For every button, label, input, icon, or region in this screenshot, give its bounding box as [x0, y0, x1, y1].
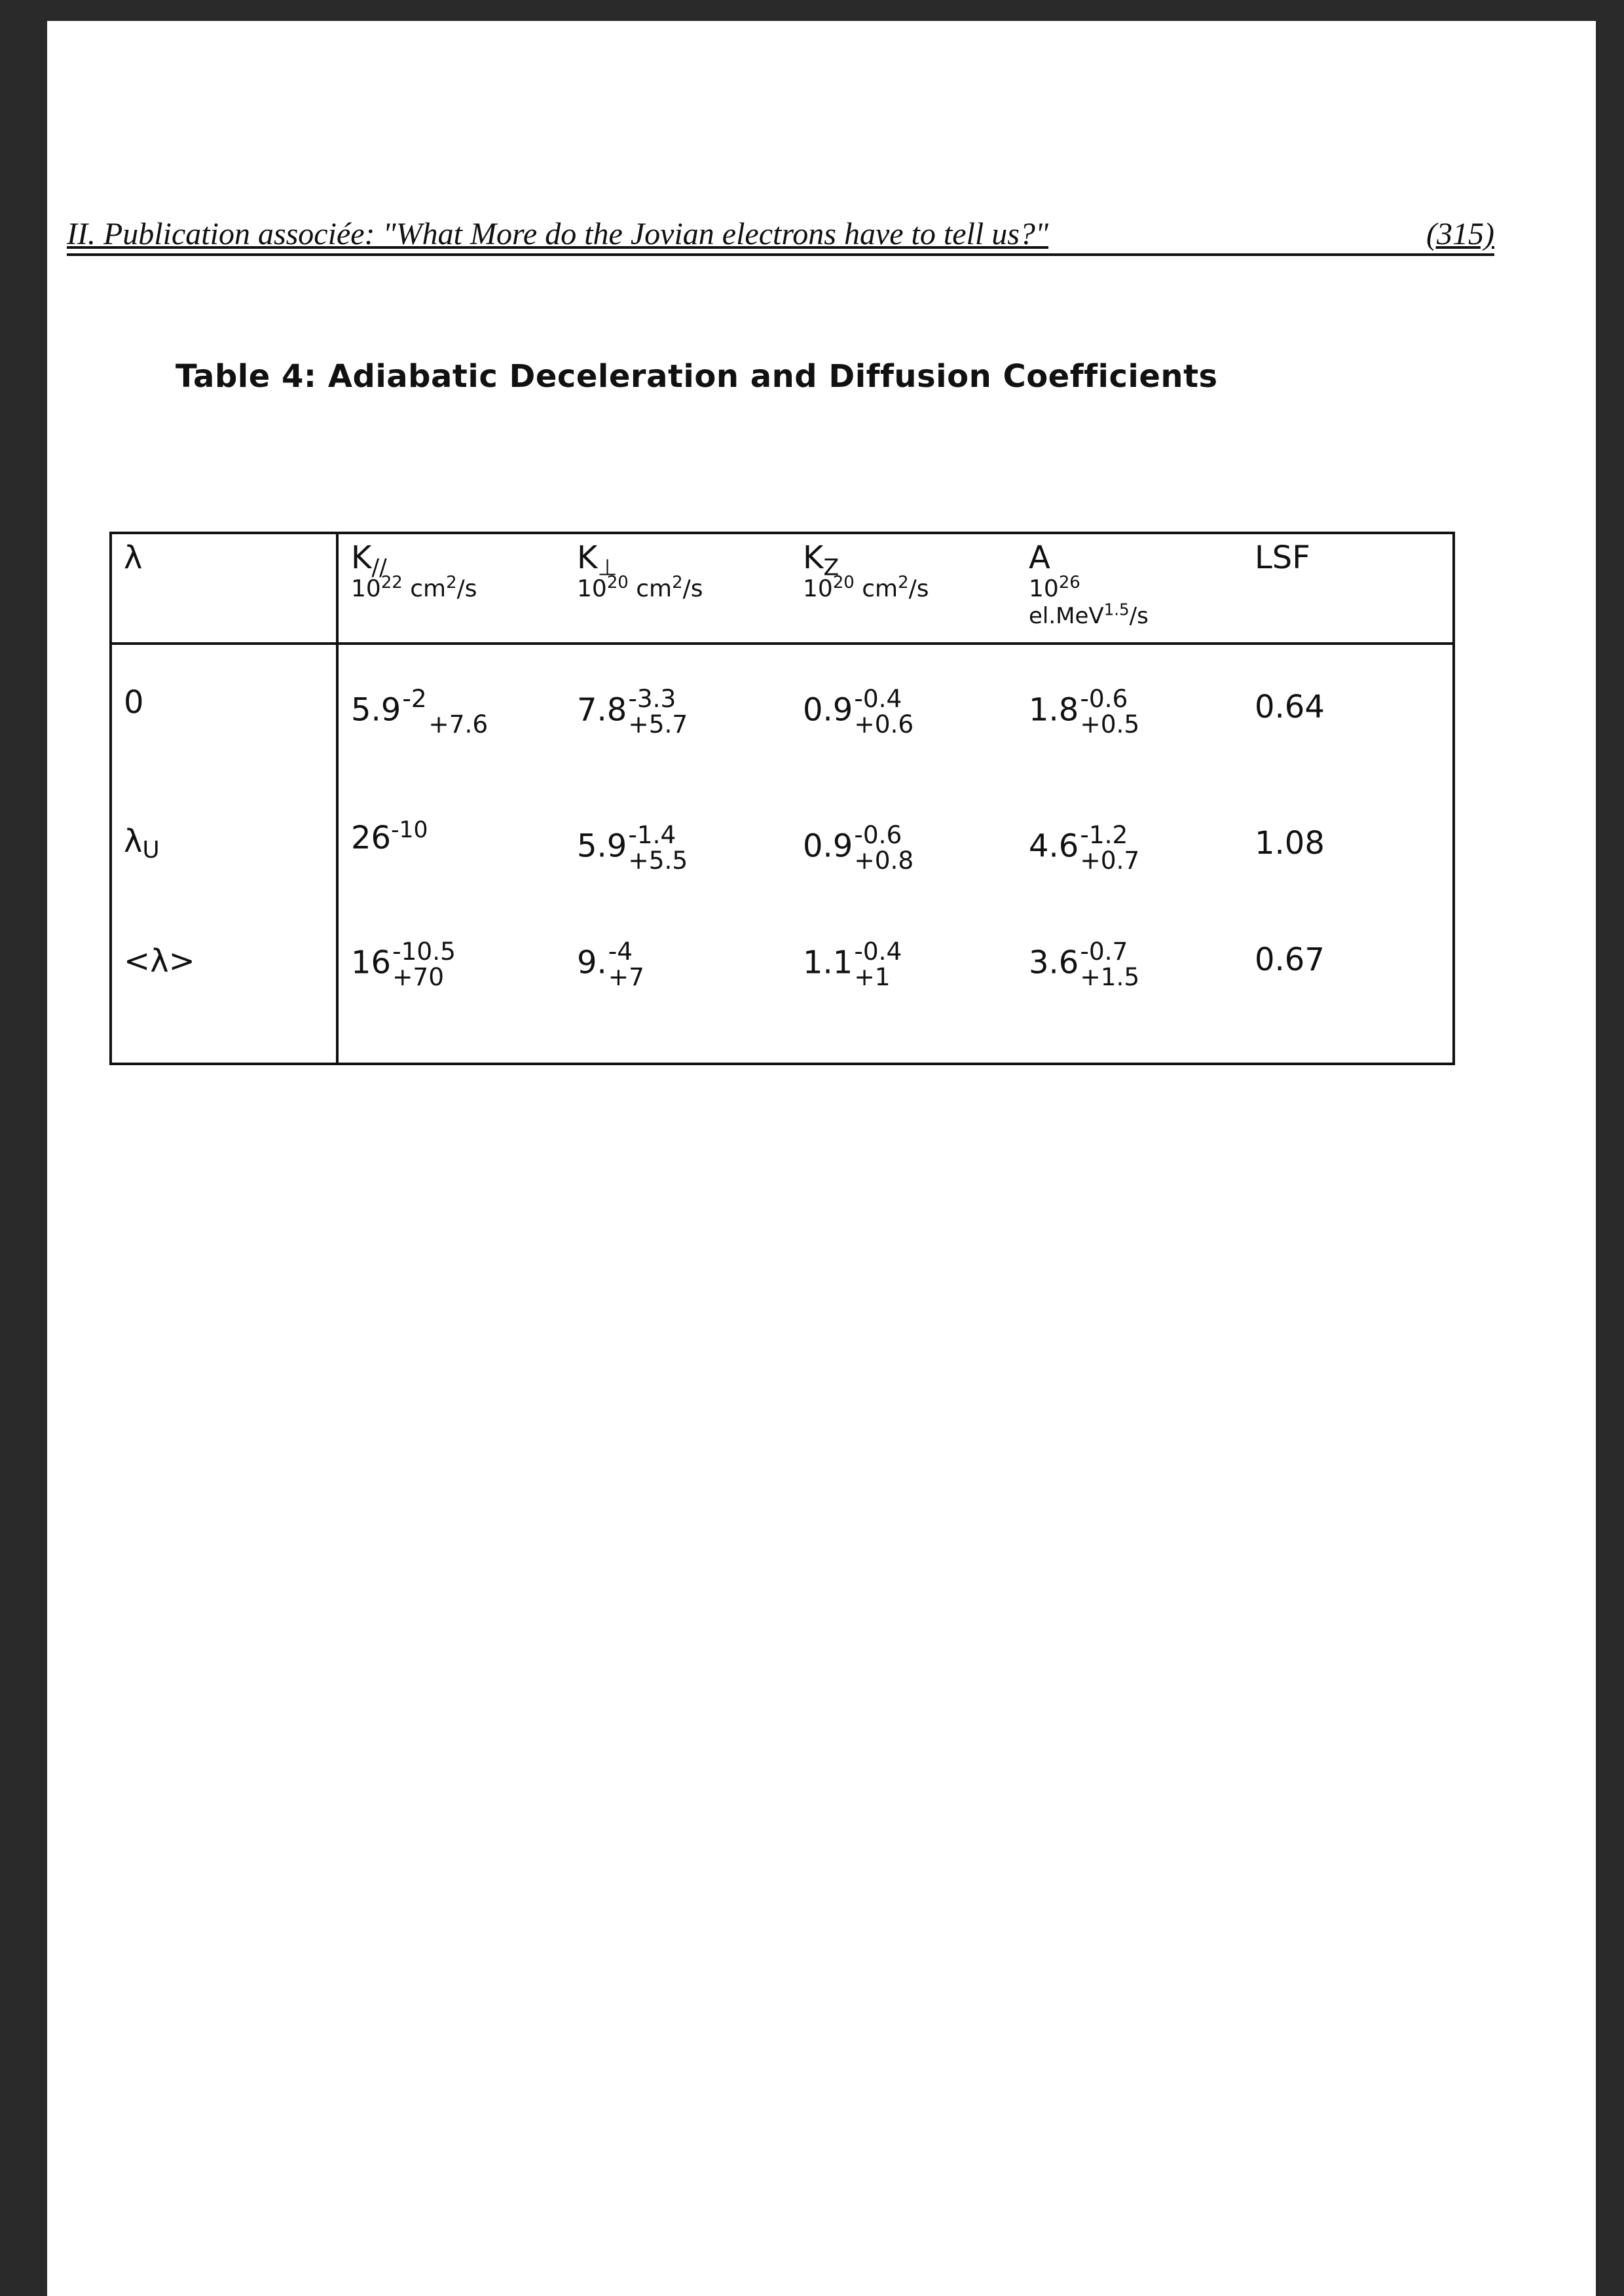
page-header — [67, 194, 1494, 256]
row-0-k-perp — [577, 686, 688, 738]
unit-exponent: 20 — [606, 573, 629, 592]
unit-cm: cm — [628, 575, 673, 602]
unit-exponent-2: 1.5 — [1103, 600, 1130, 619]
error-bounds — [628, 686, 688, 738]
unit-exponent: 26 — [1058, 573, 1080, 592]
header-k-parallel — [351, 539, 477, 602]
row-2-lsf: 0.67 — [1255, 941, 1325, 978]
unit-base: 10 — [351, 575, 381, 602]
row-2-a — [1029, 939, 1139, 991]
unit-per-s: /s — [682, 575, 703, 602]
error-minus: -10 — [391, 817, 428, 843]
unit-exponent: 20 — [832, 573, 855, 592]
unit-cm: cm — [402, 575, 447, 602]
error-minus: -2 — [402, 684, 427, 713]
error-bounds — [854, 686, 913, 738]
unit-per-s: /s — [908, 575, 929, 602]
header-k-z — [803, 539, 929, 602]
perp-subscript: ⊥ — [597, 555, 618, 581]
lambda-subscript: U — [142, 837, 160, 864]
value: 5.9 — [577, 828, 627, 865]
row-2-k-perp — [577, 939, 644, 991]
error-plus: +0.8 — [854, 846, 914, 875]
header-k-perp — [577, 539, 703, 602]
unit-base: 10 — [1029, 575, 1059, 602]
value: 4.6 — [1029, 828, 1079, 865]
error-minus: -3.3 — [628, 684, 676, 713]
row-0-lsf: 0.64 — [1255, 689, 1325, 725]
value: 1.1 — [803, 944, 853, 981]
row-0-a — [1029, 686, 1139, 738]
header-lsf — [1255, 539, 1310, 576]
unit-mev: el.MeV — [1029, 603, 1104, 629]
lambda-symbol: λ — [124, 823, 143, 860]
error-plus: +0.7 — [1080, 846, 1140, 875]
error-minus: -0.6 — [1080, 684, 1128, 713]
error-bounds — [1080, 939, 1139, 991]
unit-exponent: 22 — [380, 573, 403, 592]
value: 16 — [351, 944, 392, 981]
unit-exponent-2: 2 — [672, 573, 683, 592]
document-page — [47, 21, 1596, 2296]
value: 0.9 — [803, 691, 853, 729]
error-plus: +5.7 — [628, 710, 688, 739]
error-bounds — [608, 939, 644, 991]
error-minus: -1.2 — [1080, 820, 1128, 849]
unit-base: 10 — [577, 575, 607, 602]
row-1-k-z — [803, 822, 913, 874]
k-symbol: K — [803, 539, 824, 576]
table-caption: Table 4: Adiabatic Deceleration and Diffusion Coefficients — [175, 358, 1218, 395]
table-column-divider — [336, 534, 339, 1063]
error-minus: -10.5 — [392, 937, 456, 966]
row-0-k-parallel — [351, 686, 488, 738]
value: 1.8 — [1029, 691, 1079, 729]
error-bounds — [402, 686, 488, 738]
error-minus: -1.4 — [628, 820, 676, 849]
unit-exponent-2: 2 — [898, 573, 909, 592]
error-minus: -0.4 — [854, 684, 902, 713]
error-plus: +70 — [392, 962, 445, 992]
error-minus: -0.6 — [854, 820, 902, 849]
unit-per-s: /s — [456, 575, 477, 602]
error-plus: +7 — [608, 962, 644, 992]
error-bounds — [854, 822, 913, 874]
row-1-a — [1029, 822, 1139, 874]
unit-exponent-2: 2 — [446, 573, 457, 592]
error-minus: -0.7 — [1080, 937, 1128, 966]
error-plus: +1.5 — [1080, 962, 1140, 992]
error-bounds — [1080, 822, 1139, 874]
unit-cm: cm — [854, 575, 898, 602]
unit-base: 10 — [803, 575, 833, 602]
error-minus: -4 — [608, 937, 633, 966]
parallel-subscript: // — [371, 555, 387, 581]
value: 9. — [577, 944, 607, 981]
error-bounds — [628, 822, 688, 874]
row-1-k-perp — [577, 822, 688, 874]
k-symbol: K — [351, 539, 372, 576]
value: 7.8 — [577, 691, 627, 729]
error-bounds — [1080, 686, 1139, 738]
error-bounds — [854, 939, 902, 991]
error-plus: +7.6 — [428, 710, 489, 739]
row-2-k-parallel — [351, 939, 456, 991]
lambda-symbol: λ — [124, 539, 143, 576]
error-plus: +1 — [854, 962, 891, 992]
table-header-divider — [112, 642, 1452, 645]
row-1-lsf: 1.08 — [1255, 825, 1325, 862]
error-plus: +0.5 — [1080, 710, 1140, 739]
value: 3.6 — [1029, 944, 1079, 981]
error-plus: +5.5 — [628, 846, 688, 875]
page-number: (315) — [1426, 217, 1494, 251]
header-title: II. Publication associée: "What More do the Jovian electrons have to tell us?" — [67, 217, 1049, 251]
row-1-lambda — [124, 823, 160, 864]
error-bounds — [392, 939, 456, 991]
row-2-lambda: <λ> — [124, 943, 195, 979]
value: 26 — [351, 820, 392, 856]
row-0-lambda: 0 — [124, 684, 144, 721]
row-2-k-z — [803, 939, 902, 991]
header-a — [1029, 539, 1149, 629]
coefficients-table — [109, 532, 1455, 1065]
row-0-k-z — [803, 686, 913, 738]
value: 0.9 — [803, 828, 853, 865]
a-symbol: A — [1029, 539, 1050, 576]
row-1-k-parallel — [351, 817, 428, 856]
unit-per-s: /s — [1129, 603, 1149, 629]
lsf-label: LSF — [1255, 539, 1310, 576]
error-minus: -0.4 — [854, 937, 902, 966]
error-plus: +0.6 — [854, 710, 914, 739]
z-subscript: Z — [823, 555, 840, 581]
value: 5.9 — [351, 691, 401, 729]
header-lambda — [124, 539, 143, 576]
k-symbol: K — [577, 539, 598, 576]
